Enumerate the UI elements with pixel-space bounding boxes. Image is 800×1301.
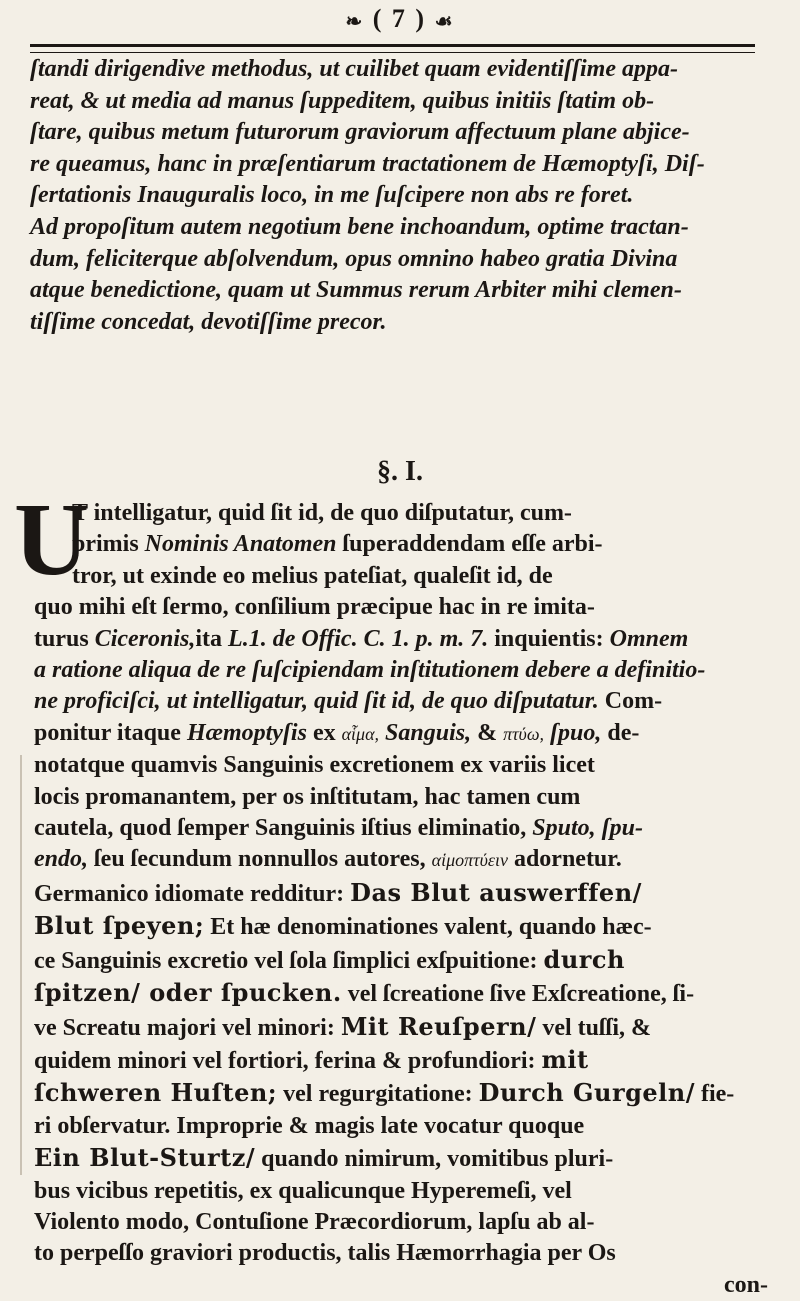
text-line: atque benedictione, quam ut Summus rerum Arbiter mihi clemen- bbox=[30, 277, 682, 304]
text-line: ce Sanguinis excretio vel ſola ſimplici exſpuitione: durch bbox=[34, 944, 625, 974]
header-rule bbox=[30, 44, 755, 53]
text-line: ſpitzen/ oder ſpucken. vel ſcreatione ſive Exſcreatione, ſi- bbox=[34, 978, 695, 1008]
text-line: a ratione aliqua de re ſuſcipiendam inſtitutionem debere a definitio- bbox=[34, 657, 706, 684]
page-header bbox=[0, 4, 800, 44]
text-line: ſtandi dirigendive methodus, ut cuilibet quam evidentiſſime appa- bbox=[30, 56, 678, 82]
text-line: Germanico idiomate redditur: Das Blut auswerffen/ bbox=[34, 877, 642, 907]
ornament-left: ❧ bbox=[345, 10, 365, 33]
text-line: ſertationis Inauguralis loco, in me ſuſcipere non abs re foret. bbox=[30, 182, 634, 209]
text-line: locis promanantem, per os inſtitutam, hac tamen cum bbox=[34, 783, 581, 810]
text-line: Ad propoſitum autem negotium bene inchoandum, optime tractan- bbox=[30, 213, 689, 240]
text-line: ne proficiſci, ut intelligatur, quid ſit id, de quo diſputatur. Com- bbox=[34, 688, 663, 715]
text-line: ponitur itaque Hæmoptyſis ex αἷμα, Sanguis, & πτύω, ſpuo, de- bbox=[34, 719, 640, 746]
page-edge-shadow bbox=[20, 755, 22, 1175]
body-paragraph bbox=[34, 498, 788, 1301]
text-line: T intelligatur, quid ſit id, de quo diſputatur, cum- bbox=[72, 500, 572, 526]
text-line: quidem minori vel fortiori, ferina & profundiori: mit bbox=[34, 1044, 589, 1074]
page-number: ( 7 ) bbox=[372, 4, 427, 33]
text-line: bus vicibus repetitis, ex qualicunque Hyperemeſi, vel bbox=[34, 1177, 572, 1204]
text-line: dum, feliciterque abſolvendum, opus omnino habeo gratia Divina bbox=[30, 245, 678, 272]
text-line: ri obſervatur. Improprie & magis late vocatur quoque bbox=[34, 1112, 585, 1139]
text-line: notatque quamvis Sanguinis excretionem ex variis licet bbox=[34, 752, 595, 779]
text-line: quo mihi eſt ſermo, conſilium præcipue hac in re imita- bbox=[34, 594, 595, 621]
text-line: turus Ciceronis,ita L.1. de Offic. C. 1. p. m. 7. inquientis: Omnem bbox=[34, 625, 689, 652]
text-line: Blut ſpeyen; Et hæ denominationes valent, quando hæc- bbox=[34, 911, 652, 941]
text-line: tiſſime concedat, devotiſſime precor. bbox=[30, 308, 387, 335]
section-mark: §. I. bbox=[377, 456, 423, 487]
text-line: re queamus, hanc in præſentiarum tractationem de Hæmoptyſi, Diſ- bbox=[30, 150, 705, 177]
text-line: endo, ſeu ſecundum nonnullos autores, αἱμοπτύειν adornetur. bbox=[34, 846, 622, 873]
text-line: Ein Blut-Sturtz/ quando nimirum, vomitibus pluri- bbox=[34, 1143, 614, 1173]
text-line: tror, ut exinde eo melius pateſiat, qualeſit id, de bbox=[72, 562, 553, 589]
text-line: to perpeſſo graviori productis, talis Hæmorrhagia per Os bbox=[34, 1240, 616, 1267]
text-line: ſtare, quibus metum futurorum graviorum affectuum plane abjice- bbox=[30, 119, 690, 146]
text-line: ve Screatu majori vel minori: Mit Reuſpern/ vel tuſſi, & bbox=[34, 1011, 651, 1041]
text-line: cautela, quod ſemper Sanguinis iſtius eliminatio, Sputo, ſpu- bbox=[34, 815, 643, 842]
ornament-right: ☙ bbox=[434, 10, 455, 33]
text-line: ſchweren Huſten; vel regurgitatione: Durch Gurgeln/ fie- bbox=[34, 1078, 735, 1108]
drop-cap: U bbox=[14, 482, 90, 597]
text-line: reat, & ut media ad manus ſuppeditem, quibus initiis ſtatim ob- bbox=[30, 87, 655, 114]
text-line: primis Nominis Anatomen ſuperaddendam eſſe arbi- bbox=[72, 531, 603, 558]
catchword: con- bbox=[724, 1271, 768, 1298]
intro-paragraph bbox=[30, 54, 782, 338]
text-line: Violento modo, Contuſione Præcordiorum, lapſu ab al- bbox=[34, 1208, 595, 1235]
